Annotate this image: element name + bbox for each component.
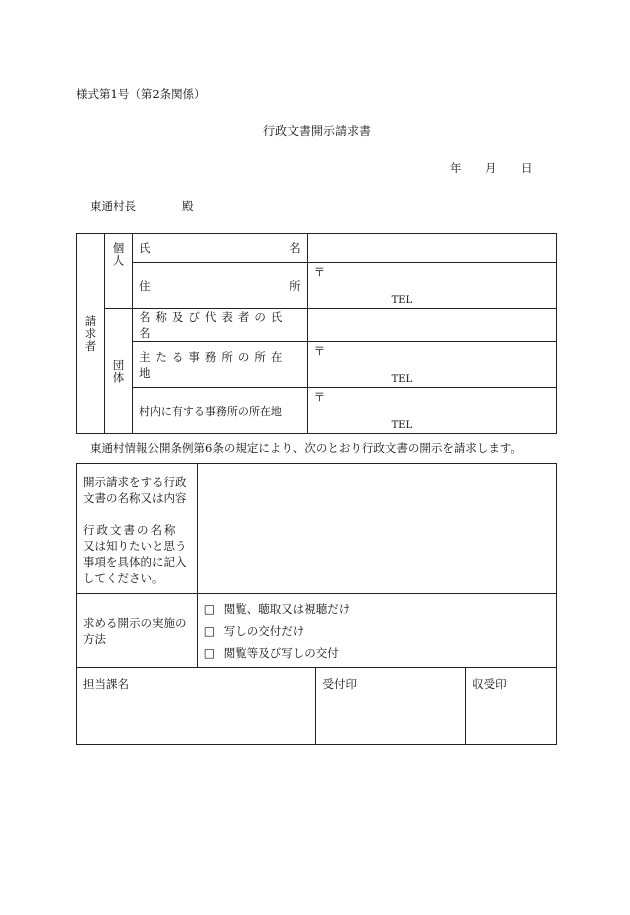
individual-label-cell [104, 234, 132, 309]
tel-label: TEL [391, 420, 413, 431]
request-content-note-2: 又は知りたいと思う [83, 539, 187, 553]
method-label-cell [77, 594, 198, 668]
village-office-label-cell [132, 388, 307, 434]
individual-label: 個人 [111, 242, 126, 267]
rep-label: 名称及び代表者の氏名 [138, 310, 288, 340]
name-label-1: 氏 [138, 241, 151, 255]
group-label: 団体 [111, 358, 126, 384]
name-field[interactable] [307, 234, 556, 263]
request-content-note-4: してください。 [83, 571, 164, 585]
date-month: 月 [485, 161, 497, 175]
date-day: 日 [521, 161, 533, 175]
postal-mark: 〒 [313, 344, 326, 358]
rep-label-cell [132, 309, 307, 342]
addressee-name: 東通村長 [90, 199, 136, 213]
stamp-table [76, 667, 557, 745]
request-content-field[interactable] [197, 464, 556, 594]
requester-label: 請求者 [83, 314, 98, 353]
request-statement: 東通村情報公開条例第6条の規定により、次のとおり行政文書の開示を請求します。 [90, 441, 522, 455]
document-title: 行政文書開示請求書 [263, 124, 372, 138]
name-label-2: 名 [289, 241, 301, 255]
office-field[interactable] [307, 342, 556, 388]
reception-stamp-cell[interactable] [316, 668, 466, 745]
tel-label: TEL [391, 295, 413, 306]
request-table [76, 463, 557, 668]
request-content-label-2: 文書の名称又は内容 [83, 491, 187, 505]
request-content-label-1: 開示請求をする行政 [83, 475, 187, 489]
address-label-cell [132, 263, 307, 309]
office-label: 主たる事務所の所在地 [138, 349, 288, 380]
name-label-cell [132, 234, 307, 263]
request-content-note-3: 事項を具体的に記入 [83, 555, 187, 569]
request-content-note-1: 行政文書の名称 [83, 523, 178, 537]
receipt-stamp-cell[interactable] [466, 668, 557, 745]
requester-table [76, 233, 557, 434]
method-option-label: 閲覧、聴取又は視聴だけ [223, 601, 351, 616]
method-option-copy[interactable] [204, 623, 556, 639]
village-office-field[interactable] [307, 388, 556, 434]
tel-label: TEL [391, 374, 413, 385]
checkbox-icon[interactable]: □ [203, 645, 216, 660]
checkbox-icon[interactable]: □ [203, 623, 216, 638]
method-option-label: 閲覧等及び写しの交付 [223, 645, 339, 660]
receipt-stamp-label: 収受印 [472, 677, 507, 691]
group-label-cell [104, 309, 132, 434]
method-label-1: 求める開示の実施の [83, 615, 187, 630]
department-label: 担当課名 [83, 677, 129, 691]
address-label-1: 住 [138, 278, 151, 293]
method-options-cell [197, 594, 556, 668]
request-content-label-cell [77, 464, 198, 594]
method-label-2: 方法 [83, 631, 106, 646]
date-year: 年 [450, 161, 462, 175]
address-label-2: 所 [289, 278, 301, 293]
method-option-label: 写しの交付だけ [223, 623, 305, 638]
method-option-both[interactable] [204, 645, 556, 661]
postal-mark: 〒 [313, 390, 326, 404]
office-label-cell [132, 342, 307, 388]
checkbox-icon[interactable]: □ [203, 601, 216, 616]
addressee-honorific: 殿 [182, 199, 194, 213]
requester-label-cell [77, 234, 105, 434]
rep-field[interactable] [307, 309, 556, 342]
reception-stamp-label: 受付印 [322, 677, 357, 691]
postal-mark: 〒 [313, 265, 326, 279]
form-number: 様式第1号（第2条関係） [76, 87, 206, 101]
department-cell[interactable] [77, 668, 316, 745]
village-office-label: 村内に有する事務所の所在地 [138, 404, 282, 418]
address-field[interactable] [307, 263, 556, 309]
method-option-view[interactable] [204, 601, 556, 617]
